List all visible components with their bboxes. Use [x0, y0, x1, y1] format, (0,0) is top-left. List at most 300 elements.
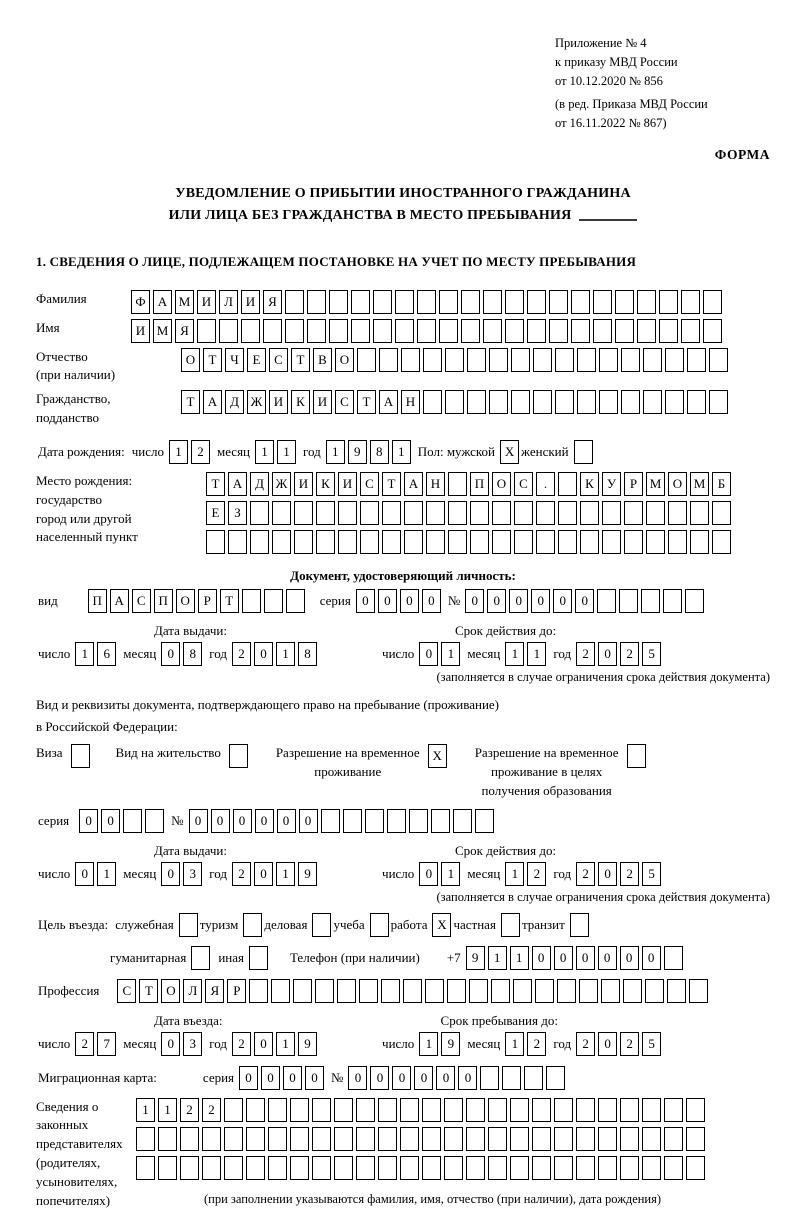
- char-cell[interactable]: [329, 290, 348, 314]
- char-cell[interactable]: Н: [401, 390, 420, 414]
- residence-permit-checkbox[interactable]: [229, 744, 248, 768]
- char-cell[interactable]: [491, 979, 510, 1003]
- char-cell[interactable]: М: [646, 472, 665, 496]
- char-cell[interactable]: [338, 530, 357, 554]
- char-cell[interactable]: [466, 1127, 485, 1151]
- char-cell[interactable]: [461, 319, 480, 343]
- char-cell[interactable]: [524, 1066, 543, 1090]
- char-cell[interactable]: 1: [97, 862, 116, 886]
- identity-valid-month-cells[interactable]: [505, 642, 549, 666]
- identity-number-cells[interactable]: [465, 589, 707, 613]
- purpose-work-checkbox[interactable]: X: [432, 913, 451, 937]
- char-cell[interactable]: [272, 530, 291, 554]
- char-cell[interactable]: [294, 501, 313, 525]
- char-cell[interactable]: Л: [183, 979, 202, 1003]
- char-cell[interactable]: [533, 390, 552, 414]
- char-cell[interactable]: 0: [465, 589, 484, 613]
- entry-month-cells[interactable]: [161, 1032, 205, 1056]
- char-cell[interactable]: С: [335, 390, 354, 414]
- char-cell[interactable]: [637, 290, 656, 314]
- residence-issue-year-cells[interactable]: [232, 862, 320, 886]
- char-cell[interactable]: Т: [357, 390, 376, 414]
- char-cell[interactable]: [373, 319, 392, 343]
- char-cell[interactable]: [445, 348, 464, 372]
- char-cell[interactable]: [400, 1098, 419, 1122]
- char-cell[interactable]: 1: [326, 440, 345, 464]
- char-cell[interactable]: О: [492, 472, 511, 496]
- char-cell[interactable]: [360, 530, 379, 554]
- char-cell[interactable]: [241, 319, 260, 343]
- char-cell[interactable]: [577, 348, 596, 372]
- char-cell[interactable]: 0: [436, 1066, 455, 1090]
- char-cell[interactable]: 0: [299, 809, 318, 833]
- char-cell[interactable]: [511, 390, 530, 414]
- char-cell[interactable]: [681, 290, 700, 314]
- char-cell[interactable]: 0: [75, 862, 94, 886]
- char-cell[interactable]: 0: [598, 1032, 617, 1056]
- char-cell[interactable]: 1: [441, 862, 460, 886]
- char-cell[interactable]: [293, 979, 312, 1003]
- char-cell[interactable]: [356, 1127, 375, 1151]
- char-cell[interactable]: И: [131, 319, 150, 343]
- char-cell[interactable]: 5: [642, 642, 661, 666]
- char-cell[interactable]: [307, 290, 326, 314]
- char-cell[interactable]: [351, 319, 370, 343]
- char-cell[interactable]: 0: [414, 1066, 433, 1090]
- char-cell[interactable]: А: [228, 472, 247, 496]
- char-cell[interactable]: [285, 319, 304, 343]
- char-cell[interactable]: [690, 530, 709, 554]
- char-cell[interactable]: [312, 1127, 331, 1151]
- char-cell[interactable]: [571, 290, 590, 314]
- char-cell[interactable]: [686, 1098, 705, 1122]
- char-cell[interactable]: [533, 348, 552, 372]
- char-cell[interactable]: Р: [198, 589, 217, 613]
- residence-issue-day-cells[interactable]: [75, 862, 119, 886]
- char-cell[interactable]: [423, 390, 442, 414]
- char-cell[interactable]: [489, 390, 508, 414]
- char-cell[interactable]: [598, 1098, 617, 1122]
- char-cell[interactable]: [360, 501, 379, 525]
- char-cell[interactable]: [453, 809, 472, 833]
- char-cell[interactable]: [555, 348, 574, 372]
- char-cell[interactable]: Т: [181, 390, 200, 414]
- char-cell[interactable]: [400, 1127, 419, 1151]
- char-cell[interactable]: [555, 390, 574, 414]
- char-cell[interactable]: [422, 1098, 441, 1122]
- char-cell[interactable]: [470, 530, 489, 554]
- char-cell[interactable]: 0: [509, 589, 528, 613]
- char-cell[interactable]: [576, 1098, 595, 1122]
- char-cell[interactable]: 0: [254, 862, 273, 886]
- char-cell[interactable]: [378, 1156, 397, 1180]
- char-cell[interactable]: [642, 1156, 661, 1180]
- char-cell[interactable]: [659, 319, 678, 343]
- char-cell[interactable]: [665, 348, 684, 372]
- char-cell[interactable]: [158, 1127, 177, 1151]
- char-cell[interactable]: 0: [553, 589, 572, 613]
- char-cell[interactable]: [571, 319, 590, 343]
- char-cell[interactable]: [180, 1156, 199, 1180]
- char-cell[interactable]: [312, 1098, 331, 1122]
- char-cell[interactable]: П: [88, 589, 107, 613]
- char-cell[interactable]: 0: [161, 1032, 180, 1056]
- char-cell[interactable]: 1: [255, 440, 274, 464]
- char-cell[interactable]: [272, 501, 291, 525]
- char-cell[interactable]: [395, 319, 414, 343]
- char-cell[interactable]: [554, 1156, 573, 1180]
- char-cell[interactable]: С: [514, 472, 533, 496]
- char-cell[interactable]: [646, 530, 665, 554]
- char-cell[interactable]: И: [241, 290, 260, 314]
- char-cell[interactable]: 0: [392, 1066, 411, 1090]
- char-cell[interactable]: [598, 1156, 617, 1180]
- char-cell[interactable]: А: [153, 290, 172, 314]
- birth-month-cells[interactable]: [255, 440, 299, 464]
- char-cell[interactable]: П: [154, 589, 173, 613]
- identity-issue-year-cells[interactable]: [232, 642, 320, 666]
- char-cell[interactable]: 2: [576, 642, 595, 666]
- char-cell[interactable]: 0: [400, 589, 419, 613]
- char-cell[interactable]: 0: [305, 1066, 324, 1090]
- birth-place-row2-cells[interactable]: [206, 501, 734, 525]
- char-cell[interactable]: [664, 946, 683, 970]
- char-cell[interactable]: С: [117, 979, 136, 1003]
- char-cell[interactable]: [532, 1156, 551, 1180]
- char-cell[interactable]: [202, 1156, 221, 1180]
- stay-year-cells[interactable]: [576, 1032, 664, 1056]
- char-cell[interactable]: 1: [277, 440, 296, 464]
- char-cell[interactable]: [577, 390, 596, 414]
- char-cell[interactable]: [404, 530, 423, 554]
- char-cell[interactable]: 0: [348, 1066, 367, 1090]
- char-cell[interactable]: [599, 390, 618, 414]
- char-cell[interactable]: [250, 501, 269, 525]
- char-cell[interactable]: [466, 1156, 485, 1180]
- char-cell[interactable]: [206, 530, 225, 554]
- char-cell[interactable]: [546, 1066, 565, 1090]
- char-cell[interactable]: [535, 979, 554, 1003]
- char-cell[interactable]: 9: [298, 862, 317, 886]
- char-cell[interactable]: 0: [576, 946, 595, 970]
- representatives-row3-cells[interactable]: [136, 1156, 708, 1180]
- char-cell[interactable]: [576, 1127, 595, 1151]
- char-cell[interactable]: [642, 1098, 661, 1122]
- citizenship-cells[interactable]: [181, 390, 731, 414]
- char-cell[interactable]: [686, 1127, 705, 1151]
- char-cell[interactable]: 9: [348, 440, 367, 464]
- char-cell[interactable]: Ж: [272, 472, 291, 496]
- char-cell[interactable]: И: [313, 390, 332, 414]
- char-cell[interactable]: [268, 1127, 287, 1151]
- char-cell[interactable]: [445, 390, 464, 414]
- char-cell[interactable]: [579, 979, 598, 1003]
- char-cell[interactable]: 0: [458, 1066, 477, 1090]
- char-cell[interactable]: 7: [97, 1032, 116, 1056]
- char-cell[interactable]: [502, 1066, 521, 1090]
- char-cell[interactable]: 1: [276, 862, 295, 886]
- char-cell[interactable]: [246, 1098, 265, 1122]
- char-cell[interactable]: [687, 348, 706, 372]
- identity-issue-day-cells[interactable]: [75, 642, 119, 666]
- char-cell[interactable]: [527, 290, 546, 314]
- char-cell[interactable]: [329, 319, 348, 343]
- char-cell[interactable]: [249, 979, 268, 1003]
- char-cell[interactable]: [620, 1156, 639, 1180]
- char-cell[interactable]: [667, 979, 686, 1003]
- char-cell[interactable]: [359, 979, 378, 1003]
- sex-female-checkbox[interactable]: [574, 440, 593, 464]
- residence-valid-year-cells[interactable]: [576, 862, 664, 886]
- residence-issue-month-cells[interactable]: [161, 862, 205, 886]
- char-cell[interactable]: Р: [227, 979, 246, 1003]
- char-cell[interactable]: [290, 1127, 309, 1151]
- char-cell[interactable]: [558, 530, 577, 554]
- char-cell[interactable]: Ж: [247, 390, 266, 414]
- residence-number-cells[interactable]: [189, 809, 497, 833]
- char-cell[interactable]: 9: [466, 946, 485, 970]
- identity-issue-month-cells[interactable]: [161, 642, 205, 666]
- char-cell[interactable]: 0: [422, 589, 441, 613]
- char-cell[interactable]: 0: [598, 642, 617, 666]
- char-cell[interactable]: К: [580, 472, 599, 496]
- char-cell[interactable]: С: [269, 348, 288, 372]
- char-cell[interactable]: 0: [378, 589, 397, 613]
- char-cell[interactable]: 0: [370, 1066, 389, 1090]
- char-cell[interactable]: 0: [554, 946, 573, 970]
- char-cell[interactable]: [505, 290, 524, 314]
- purpose-humanitarian-checkbox[interactable]: [191, 946, 210, 970]
- char-cell[interactable]: [448, 501, 467, 525]
- char-cell[interactable]: [597, 589, 616, 613]
- char-cell[interactable]: [469, 979, 488, 1003]
- char-cell[interactable]: 0: [161, 642, 180, 666]
- char-cell[interactable]: [558, 501, 577, 525]
- char-cell[interactable]: 0: [254, 1032, 273, 1056]
- char-cell[interactable]: 3: [183, 862, 202, 886]
- entry-year-cells[interactable]: [232, 1032, 320, 1056]
- char-cell[interactable]: [511, 348, 530, 372]
- char-cell[interactable]: [197, 319, 216, 343]
- char-cell[interactable]: [286, 589, 305, 613]
- char-cell[interactable]: Т: [382, 472, 401, 496]
- char-cell[interactable]: [488, 1127, 507, 1151]
- char-cell[interactable]: Л: [219, 290, 238, 314]
- char-cell[interactable]: [664, 1098, 683, 1122]
- purpose-transit-checkbox[interactable]: [570, 913, 589, 937]
- char-cell[interactable]: М: [690, 472, 709, 496]
- char-cell[interactable]: [532, 1098, 551, 1122]
- char-cell[interactable]: [378, 1098, 397, 1122]
- char-cell[interactable]: [431, 809, 450, 833]
- char-cell[interactable]: [615, 290, 634, 314]
- char-cell[interactable]: [712, 501, 731, 525]
- char-cell[interactable]: [624, 501, 643, 525]
- char-cell[interactable]: [343, 809, 362, 833]
- char-cell[interactable]: [136, 1156, 155, 1180]
- char-cell[interactable]: [123, 809, 142, 833]
- char-cell[interactable]: [510, 1098, 529, 1122]
- char-cell[interactable]: [475, 809, 494, 833]
- char-cell[interactable]: [558, 472, 577, 496]
- char-cell[interactable]: [620, 1098, 639, 1122]
- char-cell[interactable]: [637, 319, 656, 343]
- char-cell[interactable]: [598, 1127, 617, 1151]
- char-cell[interactable]: М: [153, 319, 172, 343]
- char-cell[interactable]: [489, 348, 508, 372]
- char-cell[interactable]: П: [470, 472, 489, 496]
- char-cell[interactable]: 9: [441, 1032, 460, 1056]
- char-cell[interactable]: 0: [239, 1066, 258, 1090]
- char-cell[interactable]: Т: [206, 472, 225, 496]
- char-cell[interactable]: 2: [232, 1032, 251, 1056]
- char-cell[interactable]: 1: [419, 1032, 438, 1056]
- char-cell[interactable]: [643, 390, 662, 414]
- char-cell[interactable]: [461, 290, 480, 314]
- char-cell[interactable]: [158, 1156, 177, 1180]
- char-cell[interactable]: [687, 390, 706, 414]
- char-cell[interactable]: [365, 809, 384, 833]
- char-cell[interactable]: 0: [575, 589, 594, 613]
- char-cell[interactable]: [601, 979, 620, 1003]
- residence-series-cells[interactable]: [79, 809, 167, 833]
- char-cell[interactable]: [492, 530, 511, 554]
- stay-day-cells[interactable]: [419, 1032, 463, 1056]
- char-cell[interactable]: [470, 501, 489, 525]
- char-cell[interactable]: [664, 1156, 683, 1180]
- char-cell[interactable]: 1: [527, 642, 546, 666]
- char-cell[interactable]: [467, 348, 486, 372]
- char-cell[interactable]: [219, 319, 238, 343]
- char-cell[interactable]: [549, 290, 568, 314]
- char-cell[interactable]: [483, 290, 502, 314]
- char-cell[interactable]: [423, 348, 442, 372]
- char-cell[interactable]: 8: [370, 440, 389, 464]
- char-cell[interactable]: 8: [183, 642, 202, 666]
- char-cell[interactable]: 1: [75, 642, 94, 666]
- char-cell[interactable]: [356, 1098, 375, 1122]
- char-cell[interactable]: [615, 319, 634, 343]
- char-cell[interactable]: 2: [232, 642, 251, 666]
- char-cell[interactable]: 0: [101, 809, 120, 833]
- char-cell[interactable]: [532, 1127, 551, 1151]
- char-cell[interactable]: 1: [505, 1032, 524, 1056]
- char-cell[interactable]: [422, 1156, 441, 1180]
- char-cell[interactable]: [619, 589, 638, 613]
- char-cell[interactable]: 1: [510, 946, 529, 970]
- representatives-row2-cells[interactable]: [136, 1127, 708, 1151]
- char-cell[interactable]: [202, 1127, 221, 1151]
- char-cell[interactable]: [357, 348, 376, 372]
- char-cell[interactable]: [599, 348, 618, 372]
- char-cell[interactable]: [620, 1127, 639, 1151]
- char-cell[interactable]: 8: [298, 642, 317, 666]
- char-cell[interactable]: Б: [712, 472, 731, 496]
- char-cell[interactable]: О: [176, 589, 195, 613]
- char-cell[interactable]: 0: [211, 809, 230, 833]
- surname-cells[interactable]: [131, 290, 725, 314]
- char-cell[interactable]: [668, 530, 687, 554]
- char-cell[interactable]: [417, 319, 436, 343]
- char-cell[interactable]: К: [316, 472, 335, 496]
- char-cell[interactable]: [290, 1156, 309, 1180]
- char-cell[interactable]: [444, 1156, 463, 1180]
- char-cell[interactable]: [624, 530, 643, 554]
- char-cell[interactable]: [709, 348, 728, 372]
- char-cell[interactable]: [645, 979, 664, 1003]
- char-cell[interactable]: [514, 530, 533, 554]
- char-cell[interactable]: 1: [169, 440, 188, 464]
- education-residence-checkbox[interactable]: [627, 744, 646, 768]
- stay-month-cells[interactable]: [505, 1032, 549, 1056]
- char-cell[interactable]: 3: [183, 1032, 202, 1056]
- char-cell[interactable]: 1: [276, 1032, 295, 1056]
- purpose-business-checkbox[interactable]: [312, 913, 331, 937]
- char-cell[interactable]: [646, 501, 665, 525]
- char-cell[interactable]: [514, 501, 533, 525]
- char-cell[interactable]: [426, 501, 445, 525]
- char-cell[interactable]: 0: [642, 946, 661, 970]
- char-cell[interactable]: К: [291, 390, 310, 414]
- char-cell[interactable]: О: [668, 472, 687, 496]
- char-cell[interactable]: [439, 319, 458, 343]
- char-cell[interactable]: 2: [75, 1032, 94, 1056]
- char-cell[interactable]: И: [294, 472, 313, 496]
- char-cell[interactable]: [382, 501, 401, 525]
- char-cell[interactable]: О: [181, 348, 200, 372]
- char-cell[interactable]: [400, 1156, 419, 1180]
- char-cell[interactable]: [685, 589, 704, 613]
- purpose-other-checkbox[interactable]: [249, 946, 268, 970]
- migration-series-cells[interactable]: [239, 1066, 327, 1090]
- migration-number-cells[interactable]: [348, 1066, 568, 1090]
- char-cell[interactable]: А: [379, 390, 398, 414]
- char-cell[interactable]: [337, 979, 356, 1003]
- char-cell[interactable]: [665, 390, 684, 414]
- char-cell[interactable]: Ч: [225, 348, 244, 372]
- char-cell[interactable]: 2: [191, 440, 210, 464]
- char-cell[interactable]: А: [404, 472, 423, 496]
- birth-year-cells[interactable]: [326, 440, 414, 464]
- char-cell[interactable]: И: [197, 290, 216, 314]
- char-cell[interactable]: 1: [136, 1098, 155, 1122]
- char-cell[interactable]: 0: [419, 862, 438, 886]
- char-cell[interactable]: [557, 979, 576, 1003]
- char-cell[interactable]: 1: [158, 1098, 177, 1122]
- char-cell[interactable]: 9: [298, 1032, 317, 1056]
- residence-valid-month-cells[interactable]: [505, 862, 549, 886]
- identity-series-cells[interactable]: [356, 589, 444, 613]
- char-cell[interactable]: [448, 472, 467, 496]
- char-cell[interactable]: Н: [426, 472, 445, 496]
- char-cell[interactable]: [285, 290, 304, 314]
- char-cell[interactable]: [246, 1156, 265, 1180]
- char-cell[interactable]: [382, 530, 401, 554]
- char-cell[interactable]: [703, 290, 722, 314]
- purpose-study-checkbox[interactable]: [370, 913, 389, 937]
- char-cell[interactable]: А: [110, 589, 129, 613]
- char-cell[interactable]: Т: [291, 348, 310, 372]
- char-cell[interactable]: Е: [247, 348, 266, 372]
- char-cell[interactable]: [513, 979, 532, 1003]
- char-cell[interactable]: [334, 1156, 353, 1180]
- char-cell[interactable]: .: [536, 472, 555, 496]
- char-cell[interactable]: [264, 589, 283, 613]
- char-cell[interactable]: 0: [255, 809, 274, 833]
- char-cell[interactable]: [268, 1156, 287, 1180]
- char-cell[interactable]: [401, 348, 420, 372]
- char-cell[interactable]: [668, 501, 687, 525]
